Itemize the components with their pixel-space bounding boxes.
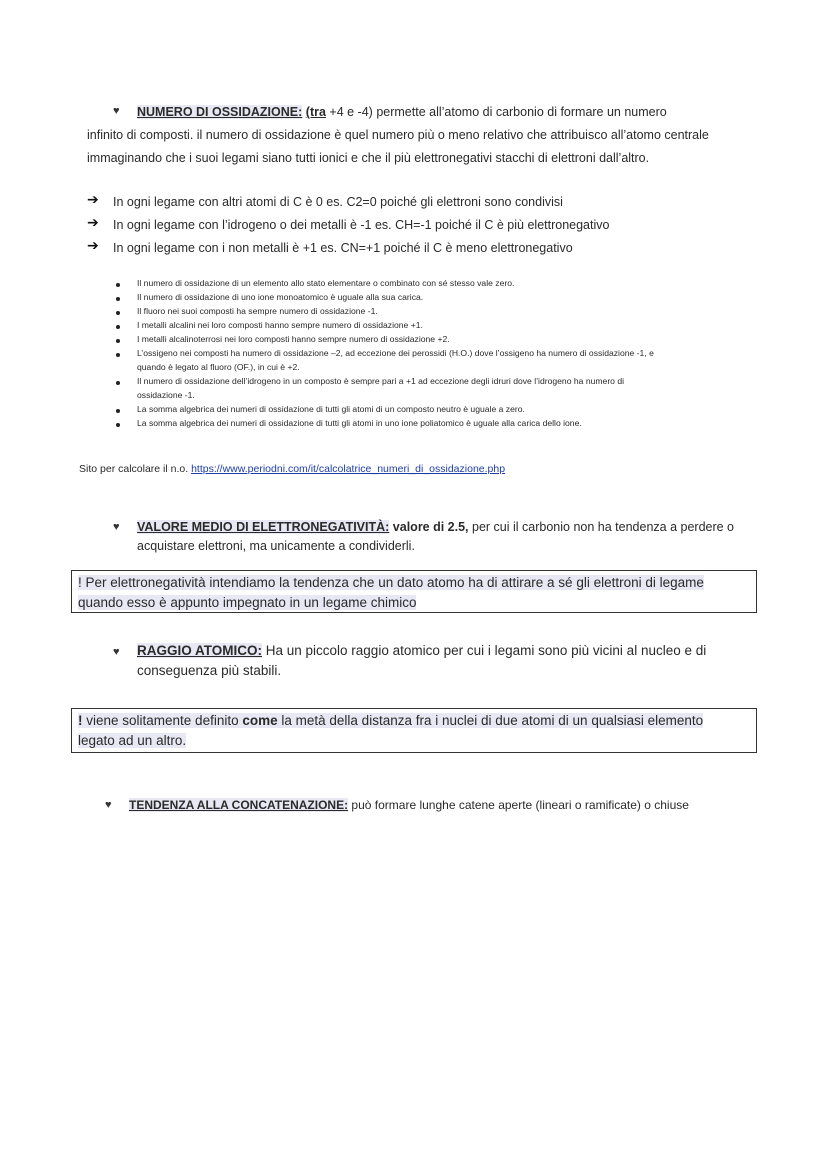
arrow-item: In ogni legame con i non metalli è +1 es. CN=+1 poiché il C è meno elettronegativo — [113, 241, 573, 255]
sec1-title: NUMERO DI OSSIDAZIONE: — [137, 105, 303, 119]
sec2-title: VALORE MEDIO DI ELETTRONEGATIVITÀ: — [137, 520, 390, 534]
bullet-dot-icon — [116, 297, 120, 301]
note1-line1-wrap — [78, 573, 750, 593]
rule-item: I metalli alcalini nei loro composti hanno sempre numero di ossidazione +1. — [137, 320, 423, 330]
bullet-dot-icon — [116, 409, 120, 413]
arrow-item: In ogni legame con altri atomi di C è 0 es. C2=0 poiché gli elettroni sono condivisi — [113, 195, 563, 209]
sec2-line2: acquistare elettroni, ma unicamente a condividerli. — [137, 539, 415, 553]
sec1-range-values: +4 e -4) — [325, 105, 373, 119]
site-line — [79, 461, 505, 477]
heart-icon: ♥ — [113, 521, 120, 533]
sec1-line2: infinito di composti. il numero di ossidazione è quel numero più o meno relativo che attribuisco all’atomo centrale — [87, 128, 709, 142]
rule-item: La somma algebrica dei numeri di ossidazione di tutti gli atomi di un composto neutro è uguale a zero. — [137, 404, 525, 414]
sec1-line1-rest: permette all’atomo di carbonio di formare un numero — [372, 105, 667, 119]
note2-line2-wrap — [78, 731, 750, 751]
note2-line1 — [78, 711, 750, 731]
heart-icon: ♥ — [113, 646, 120, 658]
heart-icon: ♥ — [113, 105, 120, 117]
sec3-rest: Ha un piccolo raggio atomico per cui i legami sono più vicini al nucleo e di — [262, 643, 707, 658]
sec4-rest: può formare lunghe catene aperte (lineari o ramificate) o chiuse — [348, 798, 689, 812]
rule-item: Il numero di ossidazione dell’idrogeno in un composto è sempre pari a +1 ad eccezione degli idruri dove l’idrogeno ha numero di — [137, 376, 625, 386]
arrow-item: In ogni legame con l’idrogeno o dei metalli è -1 es. CH=-1 poiché il C è più elettronegativo — [113, 218, 610, 232]
sec1-range: (tra — [305, 105, 326, 119]
bullet-dot-icon — [116, 423, 120, 427]
note1-line2-wrap — [78, 593, 750, 613]
rule-item: La somma algebrica dei numeri di ossidazione di tutti gli atomi in uno ione poliatomico è uguale alla carica dello ione. — [137, 418, 582, 428]
rule-item: Il numero di ossidazione di uno ione monoatomico è uguale alla sua carica. — [137, 292, 424, 302]
definition-box — [71, 570, 757, 613]
sec3-line1 — [137, 640, 706, 662]
rule-item-continued: ossidazione -1. — [137, 390, 195, 400]
sec4-line1 — [129, 794, 689, 816]
note2-post: la metà della distanza fra i nuclei di due atomi di un qualsiasi elemento — [277, 713, 704, 728]
sec2-value: valore di 2.5, — [389, 520, 469, 534]
sec1-line3: immaginando che i suoi legami siano tutti ionici e che il più elettronegativi stacchi di elettroni dall’altro. — [87, 151, 650, 165]
bullet-dot-icon — [116, 339, 120, 343]
bullet-dot-icon — [116, 381, 120, 385]
heart-icon: ♥ — [105, 799, 112, 811]
rule-item: Il fluoro nei suoi composti ha sempre numero di ossidazione -1. — [137, 306, 378, 316]
note2-pre: viene solitamente definito — [82, 713, 243, 728]
sec3-line2: conseguenza più stabili. — [137, 663, 282, 678]
bullet-dot-icon — [116, 325, 120, 329]
bullet-dot-icon — [116, 311, 120, 315]
note1-line2: quando esso è appunto impegnato in un legame chimico — [78, 595, 417, 610]
arrow-right-icon: ➔ — [87, 191, 99, 207]
sec4-title: TENDENZA ALLA CONCATENAZIONE: — [129, 798, 349, 812]
rule-item-continued: quando è legato al fluoro (OF.), in cui è +2. — [137, 362, 300, 372]
arrow-right-icon: ➔ — [87, 214, 99, 230]
site-link[interactable]: https://www.periodni.com/it/calcolatrice_numeri_di_ossidazione.php — [191, 463, 506, 475]
note2-line2: legato ad un altro. — [78, 733, 187, 748]
note2-line1-highlight — [78, 713, 703, 728]
rule-item: I metalli alcalinoterrosi nei loro composti hanno sempre numero di ossidazione +2. — [137, 334, 450, 344]
definition-box — [71, 708, 757, 753]
note2-bold: come — [242, 713, 278, 728]
sec1-line1 — [137, 101, 667, 123]
rule-item: L’ossigeno nei composti ha numero di ossidazione –2, ad eccezione dei perossidi (H.O.) dove l’ossigeno ha numero di ossidazione -1, e — [137, 348, 654, 358]
note1-line1: ! Per elettronegatività intendiamo la tendenza che un dato atomo ha di attirare a sé gli elettroni di legame — [78, 575, 704, 590]
arrow-right-icon: ➔ — [87, 237, 99, 253]
rule-item: Il numero di ossidazione di un elemento allo stato elementare o combinato con sé stesso vale zero. — [137, 278, 515, 288]
bullet-dot-icon — [116, 283, 120, 287]
sec2-rest: per cui il carbonio non ha tendenza a perdere o — [468, 520, 735, 534]
site-label: Sito per calcolare il n.o. — [79, 463, 192, 475]
bullet-dot-icon — [116, 353, 120, 357]
sec3-title: RAGGIO ATOMICO: — [137, 643, 262, 658]
note2-mark: ! — [78, 713, 83, 728]
